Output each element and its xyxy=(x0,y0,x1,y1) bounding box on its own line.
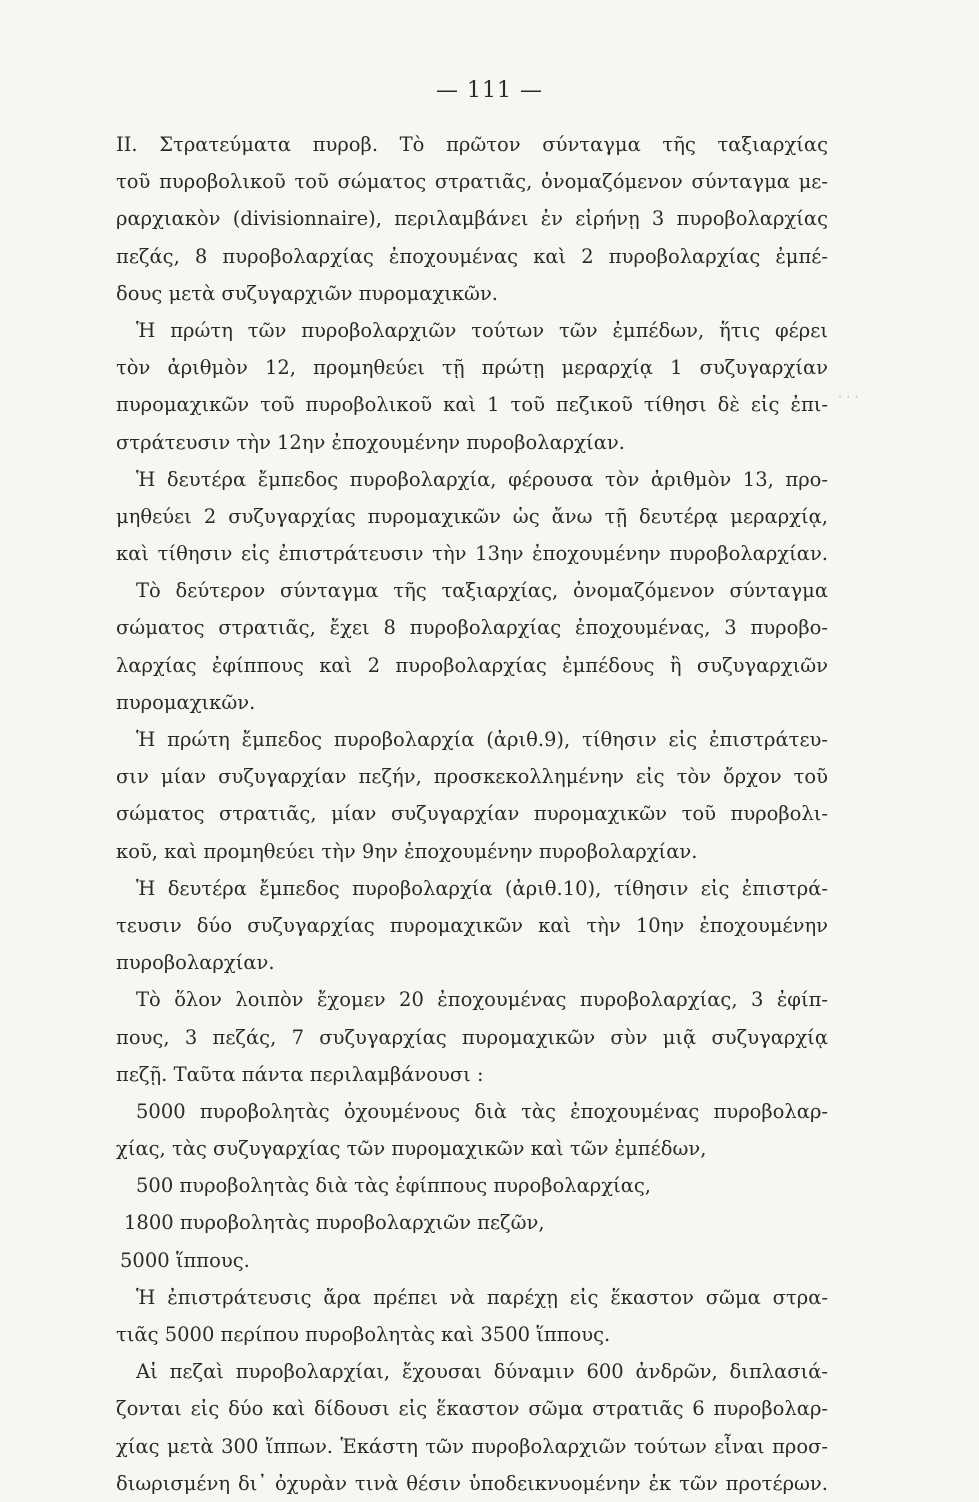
text-line: πεζάς, 8 πυροβολαρχίας ἐποχουμένας καὶ 2 πυροβολαρχίας ἐμπέ- xyxy=(116,244,828,268)
text-line: κοῦ, καὶ προμηθεύει τὴν 9ην ἐποχουμένην πυροβολαρχίαν. xyxy=(116,839,698,863)
body-text xyxy=(116,126,828,1502)
text-line: πυρομαχικῶν τοῦ πυροβολικοῦ καὶ 1 τοῦ πεζικοῦ τίθησι δὲ εἰς ἐπι- xyxy=(116,393,828,417)
text-line: ραρχιακὸν (divisionnaire), περιλαμβάνει ἐν εἰρήνῃ 3 πυροβολαρχίας xyxy=(116,207,828,231)
text-line: II. Στρατεύματα πυροβ. Τὸ πρῶτον σύνταγμα τῆς ταξιαρχίας xyxy=(116,133,828,156)
text-line: χίας, τὰς συζυγαρχίας τῶν πυρομαχικῶν καὶ τῶν ἐμπέδων, xyxy=(116,1137,707,1161)
text-line: σιν μίαν συζυγαρχίαν πεζήν, προσκεκολλημένην εἰς τὸν ὄρχον τοῦ xyxy=(116,765,828,789)
text-line: σώματος στρατιᾶς, ἔχει 8 πυροβολαρχίας ἐποχουμένας, 3 πυροβο- xyxy=(116,616,828,640)
list-item: 5000 ἵππους. xyxy=(120,1248,250,1272)
text-line: χίας μετὰ 300 ἵππων. Ἑκάστη τῶν πυροβολαρχιῶν τούτων εἶναι προσ- xyxy=(116,1434,828,1458)
text-line: πεζῇ. Ταῦτα πάντα περιλαμβάνουσι : xyxy=(116,1062,484,1086)
list-item: 1800 πυροβολητὰς πυροβολαρχιῶν πεζῶν, xyxy=(124,1211,545,1235)
text-line: Ἡ πρώτη ἔμπεδος πυροβολαρχία (ἀριθ.9), τίθησιν εἰς ἐπιστράτευ- xyxy=(136,728,828,751)
text-line: δους μετὰ συζυγαρχιῶν πυρομαχικῶν. xyxy=(116,281,498,305)
page-number: — 111 — xyxy=(436,78,543,103)
list-item: 500 πυροβολητὰς διὰ τὰς ἐφίππους πυροβολαρχίας, xyxy=(136,1174,651,1198)
text-line: ζονται εἰς δύο καὶ δίδουσι εἰς ἕκαστον σῶμα στρατιᾶς 6 πυροβολαρ- xyxy=(116,1397,828,1421)
text-line: μηθεύει 2 συζυγαρχίας πυρομαχικῶν ὡς ἄνω τῇ δευτέρᾳ μεραρχίᾳ, xyxy=(116,504,828,528)
text-line: Ἡ ἐπιστράτευσις ἄρα πρέπει νὰ παρέχῃ εἰς ἕκαστον σῶμα στρα- xyxy=(136,1285,828,1309)
text-line: τευσιν δύο συζυγαρχίας πυρομαχικῶν καὶ τὴν 10ην ἐποχουμένην xyxy=(116,913,828,937)
list-item: 5000 πυροβολητὰς ὀχουμένους διὰ τὰς ἐποχουμένας πυροβολαρ- xyxy=(136,1099,828,1123)
text-line: Ἡ δευτέρα ἔμπεδος πυροβολαρχία, φέρουσα τὸν ἀριθμὸν 13, προ- xyxy=(136,467,828,491)
text-line: Ἡ δευτέρα ἔμπεδος πυροβολαρχία (ἀριθ.10), τίθησιν εἰς ἐπιστρά- xyxy=(136,876,828,900)
text-line: Τὸ δεύτερον σύνταγμα τῆς ταξιαρχίας, ὀνομαζόμενον σύνταγμα xyxy=(136,579,828,603)
text-line: λαρχίας ἐφίππους καὶ 2 πυροβολαρχίας ἐμπέδους ἢ συζυγαρχιῶν xyxy=(116,653,828,677)
text-line: τιᾶς 5000 περίπου πυροβολητὰς καὶ 3500 ἵππους. xyxy=(116,1323,611,1346)
text-line: Ἡ πρώτη τῶν πυροβολαρχιῶν τούτων τῶν ἐμπέδων, ἥτις φέρει xyxy=(136,318,828,342)
text-line: πυρομαχικῶν. xyxy=(116,690,256,714)
text-line: τοῦ πυροβολικοῦ τοῦ σώματος στρατιᾶς, ὀνομαζόμενον σύνταγμα με- xyxy=(116,170,828,194)
bleed-through-text: · · · xyxy=(838,390,859,405)
text-line: διωρισμένη δι᾽ ὀχυρὰν τινὰ θέσιν ὑποδεικνυομένην ἐκ τῶν προτέρων. xyxy=(116,1471,828,1495)
text-line: Τὸ ὅλον λοιπὸν ἔχομεν 20 ἐποχουμένας πυροβολαρχίας, 3 ἐφίπ- xyxy=(136,988,828,1012)
text-line: καὶ τίθησιν εἰς ἐπιστράτευσιν τὴν 13ην ἐποχουμένην πυροβολαρχίαν. xyxy=(116,542,828,566)
text-line: Αἱ πεζαὶ πυροβολαρχίαι, ἔχουσαι δύναμιν 600 ἀνδρῶν, διπλασιά- xyxy=(136,1360,828,1384)
text-line: πους, 3 πεζάς, 7 συζυγαρχίας πυρομαχικῶν σὺν μιᾷ συζυγαρχίᾳ xyxy=(116,1025,828,1049)
text-line: πυροβολαρχίαν. xyxy=(116,951,275,975)
text-line: τὸν ἀριθμὸν 12, προμηθεύει τῇ πρώτῃ μεραρχίᾳ 1 συζυγαρχίαν xyxy=(116,356,828,380)
text-line: στράτευσιν τὴν 12ην ἐποχουμένην πυροβολαρχίαν. xyxy=(116,430,625,454)
text-line: σώματος στρατιᾶς, μίαν συζυγαρχίαν πυρομαχικῶν τοῦ πυροβολι- xyxy=(116,802,828,826)
